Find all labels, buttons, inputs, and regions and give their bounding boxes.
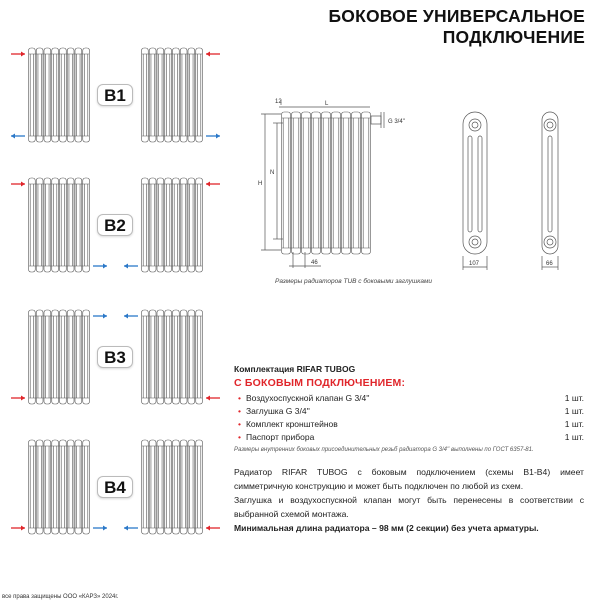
flow-arrow-icon <box>11 526 25 531</box>
radiator-front-view <box>282 112 371 254</box>
flow-arrow-icon <box>11 134 25 139</box>
flow-arrow-icon <box>93 264 107 269</box>
dim-12-label: 12 <box>275 99 282 105</box>
dim-46-label: 46 <box>311 260 318 266</box>
flow-arrow-icon <box>11 396 25 401</box>
dim-L-label: L <box>325 101 329 107</box>
kit-item <box>234 418 584 431</box>
kit-item-qty: 1 шт. <box>564 432 584 442</box>
copyright-footer: все права защищены ООО «КАРЗ» 2024г. <box>2 594 119 600</box>
kit-item-qty: 1 шт. <box>564 393 584 403</box>
kit-item-label: Паспорт прибора <box>245 432 315 442</box>
kit-subheading: С БОКОВЫМ ПОДКЛЮЧЕНИЕМ: <box>234 377 406 389</box>
kit-item-name <box>238 418 338 431</box>
flow-arrow-icon <box>124 526 138 531</box>
dim-H-label: H <box>258 181 263 187</box>
description-p1: Радиатор RIFAR TUBOG с боковым подключением (схемы В1-В4) имеет симметричную конструкцию и может быть подключен по любой из схем. <box>234 467 584 491</box>
scheme-label-b1: B1 <box>97 84 133 106</box>
radiator-icon <box>29 440 90 534</box>
flow-arrow-icon <box>93 314 107 319</box>
radiator-icon <box>142 48 203 142</box>
flow-arrow-icon <box>93 526 107 531</box>
scheme-label-b2: B2 <box>97 214 133 236</box>
flow-arrow-icon <box>206 52 220 57</box>
flow-arrow-icon <box>11 52 25 57</box>
flow-arrow-icon <box>206 396 220 401</box>
description-p2: Заглушка и воздухоспускной клапан могут быть перенесены в соответствии с выбранной схемой монтажа. <box>234 495 584 519</box>
radiator-icon <box>142 310 203 404</box>
bullet-icon: • <box>238 432 241 442</box>
kit-item-label: Заглушка G 3/4'' <box>245 406 310 416</box>
radiator-icon <box>29 48 90 142</box>
kit-item <box>234 431 584 444</box>
kit-item-qty: 1 шт. <box>564 406 584 416</box>
bullet-icon: • <box>238 393 241 403</box>
dim-66-label: 66 <box>546 261 553 267</box>
flow-arrow-icon <box>206 526 220 531</box>
description-p3: Минимальная длина радиатора – 98 мм (2 секции) без учета арматуры. <box>234 523 539 533</box>
radiator-side-view-narrow <box>542 112 558 270</box>
kit-item-qty: 1 шт. <box>564 419 584 429</box>
kit-item-label: Комплект кронштейнов <box>245 419 338 429</box>
bullet-icon: • <box>238 419 241 429</box>
scheme-label-b3: B3 <box>97 346 133 368</box>
radiator-side-view-wide <box>463 112 487 270</box>
kit-list <box>234 392 584 444</box>
kit-item-name <box>238 392 370 405</box>
radiator-icon <box>282 112 371 254</box>
flow-arrow-icon <box>206 182 220 187</box>
description <box>234 465 584 535</box>
kit-note: Размеры внутренних боковых присоединительных резьб радиатора G 3/4'' выполнены по ГОСТ 6357-81. <box>234 447 534 453</box>
drawing-caption: Размеры радиаторов TUB с боковыми заглушками <box>275 278 433 285</box>
page-title <box>328 6 585 48</box>
flow-arrow-icon <box>124 264 138 269</box>
flow-arrow-icon <box>124 314 138 319</box>
kit-item <box>234 392 584 405</box>
flow-arrow-icon <box>11 182 25 187</box>
kit-item <box>234 405 584 418</box>
title-line-1: БОКОВОЕ УНИВЕРСАЛЬНОЕ <box>328 6 585 26</box>
dim-N-label: N <box>270 170 275 176</box>
dim-107-label: 107 <box>469 261 480 267</box>
kit-heading: Комплектация RIFAR TUBOG <box>234 364 356 374</box>
bullet-icon: • <box>238 406 241 416</box>
kit-section <box>234 364 584 453</box>
flow-arrow-icon <box>206 134 220 139</box>
thread-label: G 3/4'' <box>388 119 405 125</box>
title-line-2: ПОДКЛЮЧЕНИЕ <box>442 27 585 47</box>
radiator-icon <box>29 178 90 272</box>
scheme-label-b4: B4 <box>97 476 133 498</box>
radiator-icon <box>142 178 203 272</box>
kit-item-label: Воздухоспускной клапан G 3/4'' <box>245 393 370 403</box>
radiator-dimension-drawing <box>255 90 595 280</box>
radiator-icon <box>142 440 203 534</box>
radiator-icon <box>29 310 90 404</box>
kit-item-name <box>238 405 310 418</box>
kit-item-name <box>238 431 314 444</box>
